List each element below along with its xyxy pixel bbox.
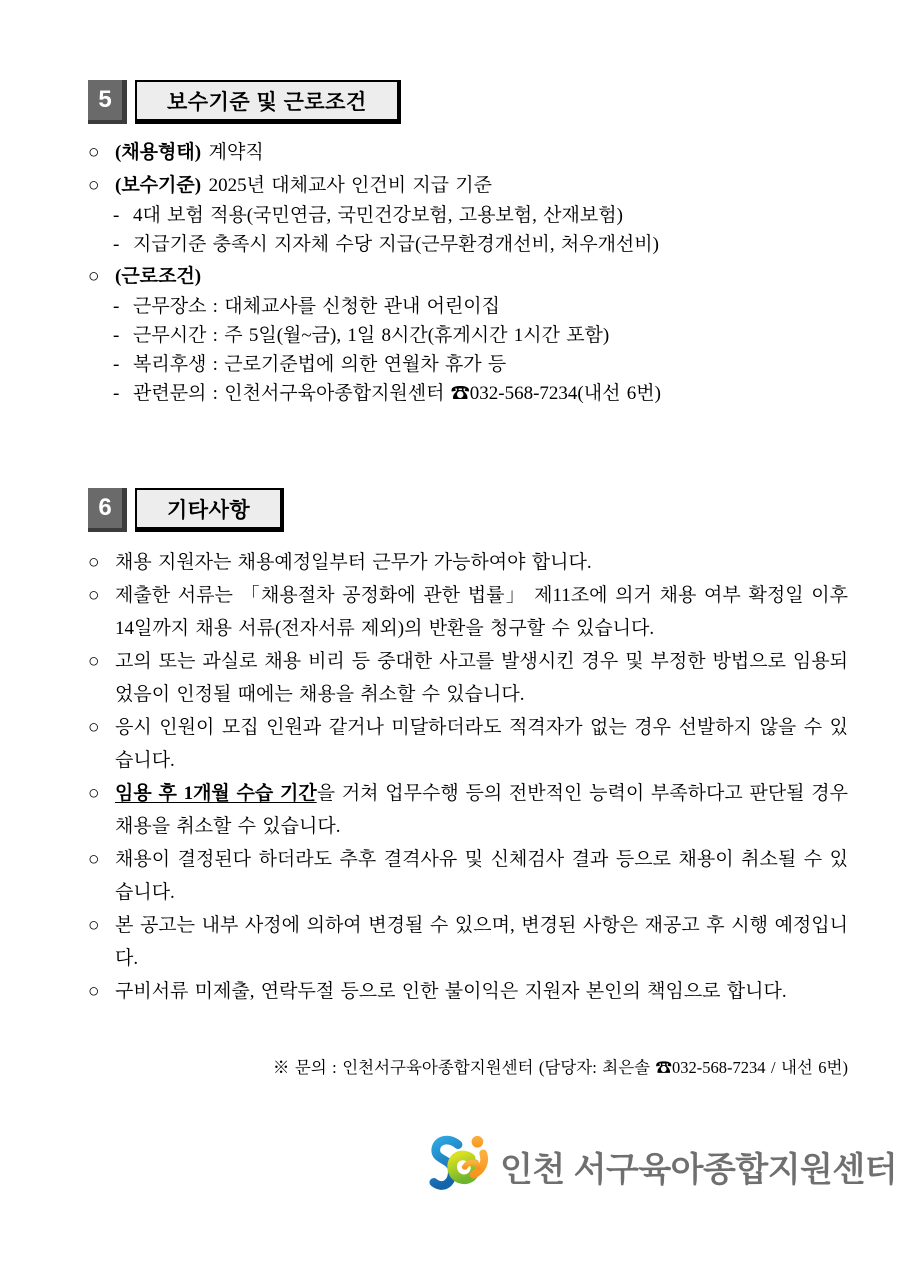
list-item: [88, 579, 848, 645]
circle-bullet: ○: [88, 585, 100, 606]
section-6-header: [88, 488, 848, 532]
item-text: 관련문의 : 인천서구육아종합지원센터 ☎032-568-7234(내선 6번): [133, 383, 661, 404]
dash-bullet: -: [113, 354, 120, 375]
section-6-title: 기타사항: [135, 488, 284, 532]
list-item: [88, 171, 848, 201]
item-text: 지급기준 충족시 지자체 수당 지급(근무환경개선비, 처우개선비): [133, 234, 659, 255]
section-6-list: [88, 546, 848, 1008]
item-text: 본 공고는 내부 사정에 의하여 변경될 수 있으며, 변경된 사항은 재공고 후 시행 예정입니다.: [115, 915, 848, 969]
list-subitem: [113, 379, 848, 408]
section-5-header: [88, 80, 848, 124]
item-text: 채용이 결정된다 하더라도 추후 결격사유 및 신체검사 결과 등으로 채용이 취소될 수 있습니다.: [115, 849, 848, 903]
item-text: 근무장소 : 대체교사를 신청한 관내 어린이집: [133, 296, 501, 317]
circle-bullet: ○: [88, 651, 100, 672]
document-content: [88, 80, 848, 1078]
list-item: [88, 975, 848, 1008]
dash-bullet: -: [113, 296, 120, 317]
list-item: [88, 546, 848, 579]
list-item: [88, 843, 848, 909]
dash-bullet: -: [113, 325, 120, 346]
section-6-number-badge: 6: [88, 488, 127, 532]
section-5-number-badge: 5: [88, 80, 127, 124]
list-subitem: [113, 201, 848, 230]
item-text: 구비서류 미제출, 연락두절 등으로 인한 불이익은 지원자 본인의 책임으로 합니다.: [115, 981, 787, 1002]
section-other-matters: [88, 488, 848, 1008]
list-subitem: [113, 230, 848, 259]
item-label: (근로조건): [115, 266, 202, 287]
circle-bullet: ○: [88, 981, 100, 1002]
item-text: 근무시간 : 주 5일(월~금), 1일 8시간(휴게시간 1시간 포함): [133, 325, 610, 346]
dash-bullet: -: [113, 383, 120, 404]
circle-bullet: ○: [88, 552, 100, 573]
list-item: [88, 138, 848, 168]
section-pay-and-work-conditions: [88, 80, 848, 408]
item-label: (보수기준): [115, 175, 202, 196]
list-item: [88, 711, 848, 777]
circle-bullet: ○: [88, 915, 100, 936]
logo-text: 인천 서구육아종합지원센터: [500, 1151, 898, 1189]
dash-bullet: -: [113, 234, 120, 255]
list-item: [88, 645, 848, 711]
list-subitem: [113, 350, 848, 379]
circle-bullet: ○: [88, 849, 100, 870]
item-text: 제출한 서류는 「채용절차 공정화에 관한 법률」 제11조에 의거 채용 여부 확정일 이후 14일까지 채용 서류(전자서류 제외)의 반환을 청구할 수 있습니다.: [115, 585, 848, 639]
item-label: (채용형태): [115, 142, 202, 163]
circle-bullet: ○: [88, 266, 100, 287]
item-text: 계약직: [208, 142, 264, 163]
item-text: 채용 지원자는 채용예정일부터 근무가 가능하여야 합니다.: [115, 552, 592, 573]
item-text: 응시 인원이 모집 인원과 같거나 미달하더라도 적격자가 없는 경우 선발하지 않을 수 있습니다.: [115, 717, 848, 771]
list-subitem: [113, 292, 848, 321]
dash-bullet: -: [113, 205, 120, 226]
item-text: 을 거쳐 업무수행 등의 전반적인 능력이 부족하다고 판단될 경우 채용을 취소할 수 있습니다.: [115, 783, 848, 837]
childcare-center-logo-icon: [428, 1132, 490, 1201]
list-item: [88, 909, 848, 975]
section-5-list: [88, 138, 848, 408]
item-text: 4대 보험 적용(국민연금, 국민건강보험, 고용보험, 산재보험): [133, 205, 623, 226]
section-5-title: 보수기준 및 근로조건: [135, 80, 401, 124]
circle-bullet: ○: [88, 717, 100, 738]
list-item: [88, 777, 848, 843]
emphasized-text: 임용 후 1개월 수습 기간: [115, 783, 317, 804]
circle-bullet: ○: [88, 175, 100, 196]
circle-bullet: ○: [88, 783, 100, 804]
list-subitem: [113, 321, 848, 350]
item-text: 고의 또는 과실로 채용 비리 등 중대한 사고를 발생시킨 경우 및 부정한 방법으로 임용되었음이 인정될 때에는 채용을 취소할 수 있습니다.: [115, 651, 848, 705]
item-text: 2025년 대체교사 인건비 지급 기준: [208, 175, 493, 196]
center-logo: [428, 1132, 897, 1201]
list-item: [88, 262, 848, 292]
inquiry-note: ※ 문의 : 인천서구육아종합지원센터 (담당자: 최은솔 ☎032-568-7234 / 내선 6번): [272, 1058, 848, 1077]
circle-bullet: ○: [88, 142, 100, 163]
item-text: 복리후생 : 근로기준법에 의한 연월차 휴가 등: [133, 354, 507, 375]
